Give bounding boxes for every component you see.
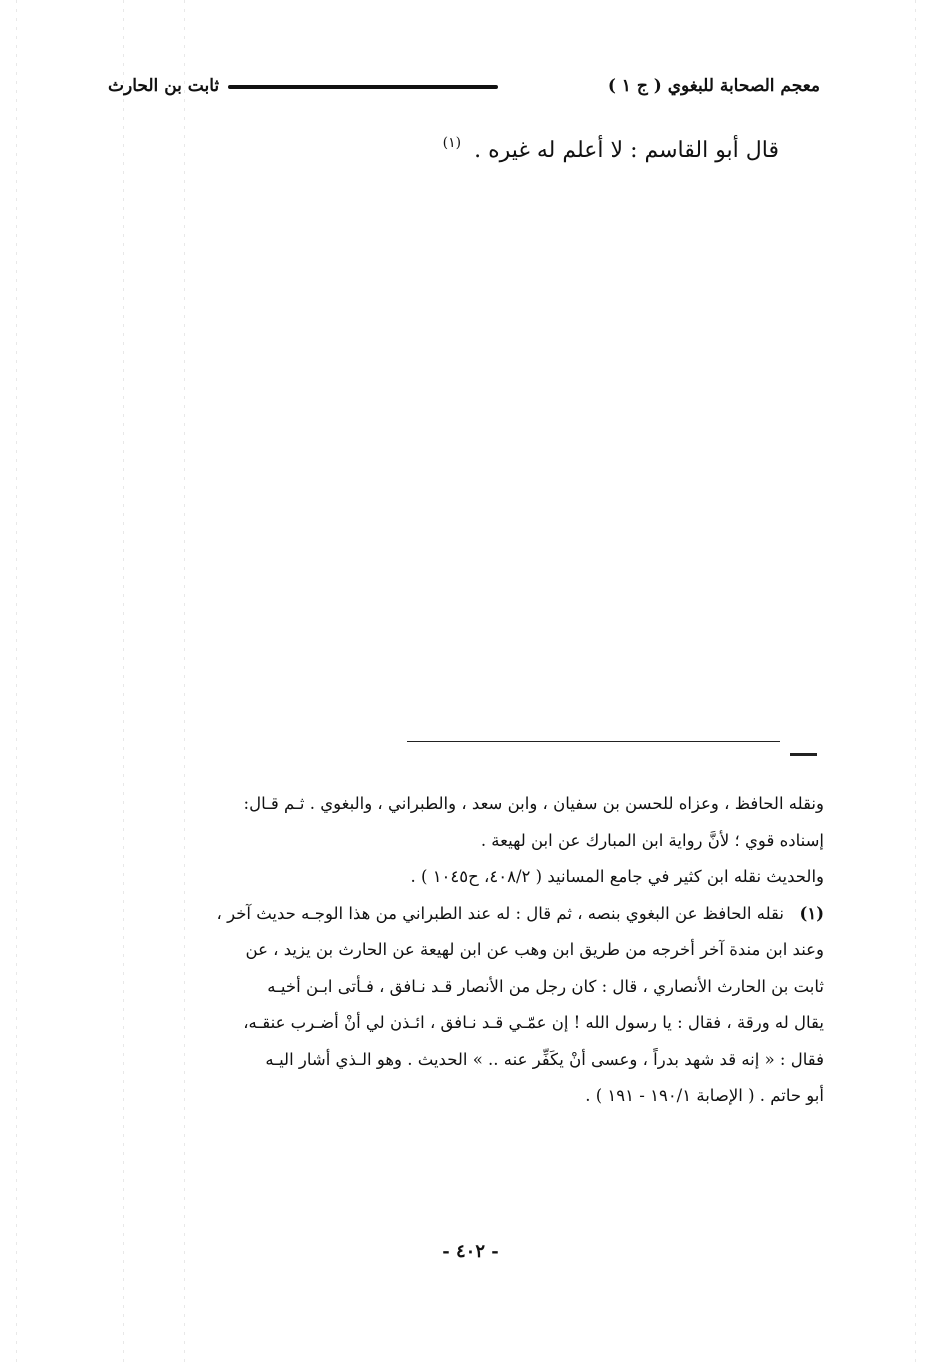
footnote-line: ونقله الحافظ ، وعزاه للحسن بن سفيان ، وابن سعد ، والطبراني ، والبغوي . ثـم قـال: (243, 794, 824, 813)
scan-artifact (123, 0, 124, 1368)
footnote-line: ثابت بن الحارث الأنصاري ، قال : كان رجل من الأنصار قـد نـافق ، فـأتى ابـن أخيـه (267, 976, 824, 996)
footnote-separator-mark (790, 753, 817, 756)
book-title: معجم الصحابة للبغوي ( ج ١ ) (607, 76, 820, 96)
footnote-numbered-line (106, 896, 824, 933)
footnote-line: يقال له ورقة ، فقال : يا رسول الله ! إن عمّـي قـد نـافق ، ائـذن لي أنْ أضـرب عنقـه، (243, 1013, 824, 1032)
footnote-line: إسناده قوي ؛ لأنَّ رواية ابن المبارك عن ابن لهيعة . (480, 830, 824, 850)
footnote-separator (407, 741, 780, 742)
footnote-number: (١) (799, 903, 824, 923)
footnote-text: نقله الحافظ عن البغوي بنصه ، ثم قال : له عند الطبراني من هذا الوجـه حديث آخر ، (216, 903, 784, 923)
footnote-reference: (١) (442, 135, 462, 151)
page-number: - ٤٠٢ - (442, 1241, 499, 1262)
footnote-line: وعند ابن مندة آخر أخرجه من طريق ابن وهب عن ابن لهيعة عن الحارث بن يزيد ، عن (245, 940, 824, 959)
main-text (442, 135, 779, 163)
footnote-line: والحديث نقله ابن كثير في جامع المسانيد ( ٤٠٨/٢، ح١٠٤٥ ) . (410, 867, 824, 886)
entry-title: ثابت بن الحارث (108, 76, 220, 96)
scan-artifact (16, 0, 17, 1368)
header-rule (228, 85, 498, 89)
footnotes (106, 786, 824, 1115)
footnote-line: فقال : « إنه قد شهد بدراً ، وعسى أنْ يكَفِّر عنه .. » الحديث . وهو الـذي أشار اليـه (265, 1049, 824, 1069)
main-text-body: قال أبو القاسم : لا أعلم له غيره . (474, 138, 779, 163)
running-header (108, 74, 820, 104)
footnote-line: أبو حاتم . ( الإصابة ١٩٠/١ - ١٩١ ) . (585, 1086, 824, 1105)
scan-artifact (915, 0, 916, 1368)
scan-artifact (184, 0, 185, 1368)
